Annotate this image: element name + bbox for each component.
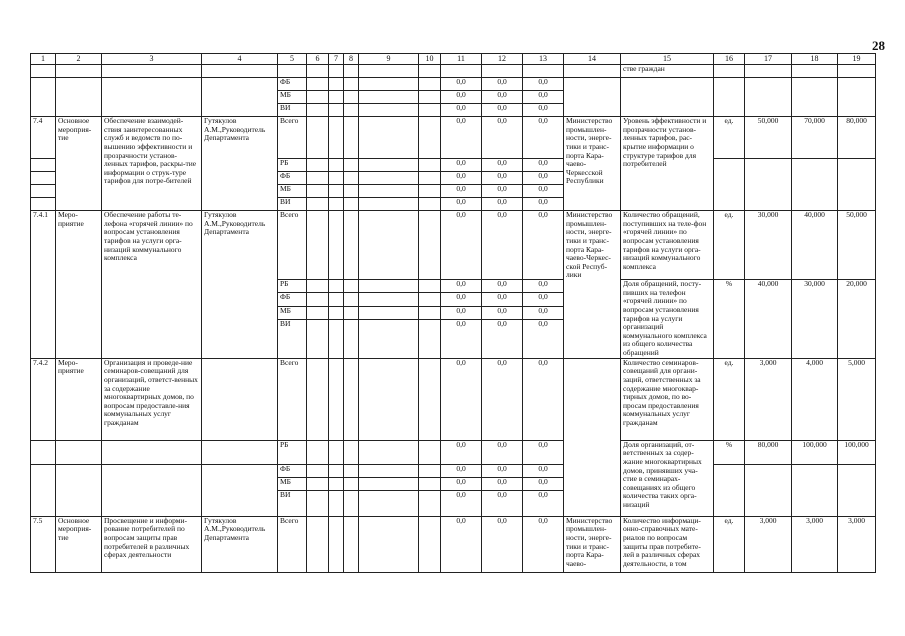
table-row: 7.4.1 Меро-приятие Обеспечение работы те-лефона «горячей линии» по вопросам установления тарифов на услуги орга-низаций коммунального комплекса Гутякулов А.М.,Руководитель Департамента Всего 0,0 0,0 0,0 Министерство промышлен-ности, энерге-тики и транс-порта Кара-чаево-Черкес-ской Респуб-лики Количество обращений, поступивших на теле-фон «горячей линии» по вопросам установления тарифов на услуги орга-низаций коммунального комплекса ед. 30,000 40,000 50,000 <box>31 211 876 280</box>
column-header-9: 9 <box>359 54 419 65</box>
column-header-17: 17 <box>745 54 792 65</box>
column-header-3: 3 <box>102 54 202 65</box>
column-header-18: 18 <box>792 54 838 65</box>
table-row: ВИ 0,0 0,0 0,0 <box>31 490 876 516</box>
table-row: ФБ 0,0 0,0 0,0 <box>31 172 876 185</box>
table-row: РБ 0,0 0,0 0,0 <box>31 159 876 172</box>
table-row: 7.4 Основное мероприя-тие Обеспечение взаимодей-ствия заинтересованных служб и ведомств по по-вышению эффективности и прозрачности установ-ленных тарифов, раскры-тие информации о струк-туре тарифов для потре-бителей Гутякулов А.М.,Руководитель Департамента Всего 0,0 0,0 0,0 Министерство промышлен-ности, энерге-тики и транс-порта Кара-чаево-Черкесской Республики Уровень эффективности и прозрачности установ-ленных тарифов, рас-крытие информации о структуре тарифов для потребителей ед. 50,000 70,000 80,000 <box>31 117 876 159</box>
table-row: ФБ 0,0 0,0 0,0 <box>31 78 876 91</box>
column-header-13: 13 <box>523 54 564 65</box>
page-number: 28 <box>872 38 885 53</box>
table-row: 7.5 Основное мероприя-тие Просвещение и информи-рование потребителей по вопросам защиты прав потребителей в различных сферах деятельности Гутякулов А.М.,Руководитель Департамента Всего 0,0 0,0 0,0 Министерство промышлен-ности, энерге-тики и транс-порта Кара-чаево- Количество информаци-онно-справочных мате-риалов по вопросам защиты прав потребите-лей в различных сферах деятельности, в том ед. 3,000 3,000 3,000 <box>31 516 876 572</box>
table-row: ВИ 0,0 0,0 0,0 <box>31 319 876 358</box>
table-row: ФБ 0,0 0,0 0,0 <box>31 293 876 306</box>
row-number: 7.5 <box>31 516 56 572</box>
row-number: 7.4.1 <box>31 211 56 359</box>
table-row: 7.4.2 Меро-приятие Организация и проведе-ние семинаров-совещаний для организаций, ответст-венных за содержание многоквартирных домов, по вопросам предоставле-ния коммунальных услуг гражданам Всего 0,0 0,0 0,0 Количество семинаров-совещаний для органи-заций, ответственных за содержание многоквар-тирных домов, по во-просам предоставления коммунальных услуг гражданам ед. 3,000 4,000 5,000 <box>31 358 876 440</box>
table-row: МБ 0,0 0,0 0,0 <box>31 91 876 104</box>
table-row: ВИ 0,0 0,0 0,0 <box>31 198 876 211</box>
column-header-15: 15 <box>621 54 714 65</box>
table-row: МБ 0,0 0,0 0,0 <box>31 185 876 198</box>
program-table <box>30 53 876 573</box>
row-number: 7.4 <box>31 117 56 159</box>
table-row: ВИ 0,0 0,0 0,0 <box>31 104 876 117</box>
column-header-1: 1 <box>31 54 56 65</box>
row-number: 7.4.2 <box>31 358 56 440</box>
table-row: ФБ 0,0 0,0 0,0 <box>31 464 876 477</box>
cell-indicator-continued: стве граждан <box>621 65 714 78</box>
table-row <box>31 65 876 78</box>
table-row: РБ 0,0 0,0 0,0 Доля организаций, от-ветственных за содер-жание многоквартирных домов, принявших уча-стие в семинарах-совещаниях из общего количества таких орга-низаций % 80,000 100,000 100,000 <box>31 440 876 464</box>
column-header-5: 5 <box>278 54 307 65</box>
table-row: МБ 0,0 0,0 0,0 <box>31 306 876 319</box>
column-header-7: 7 <box>329 54 344 65</box>
column-header-14: 14 <box>564 54 621 65</box>
column-header-2: 2 <box>56 54 102 65</box>
table-row: РБ 0,0 0,0 0,0 Доля обращений, посту-пивших на телефон «горячей линии» по вопросам установления тарифов на услуги организаций коммунального комплекса из общего количества обращений % 40,000 30,000 20,000 <box>31 280 876 293</box>
column-header-10: 10 <box>419 54 441 65</box>
column-header-8: 8 <box>344 54 359 65</box>
column-header-16: 16 <box>714 54 745 65</box>
column-header-11: 11 <box>441 54 482 65</box>
column-header-19: 19 <box>838 54 876 65</box>
column-header-4: 4 <box>202 54 278 65</box>
column-header-12: 12 <box>482 54 523 65</box>
table-row: МБ 0,0 0,0 0,0 <box>31 477 876 490</box>
header-row <box>31 54 876 65</box>
column-header-6: 6 <box>307 54 329 65</box>
